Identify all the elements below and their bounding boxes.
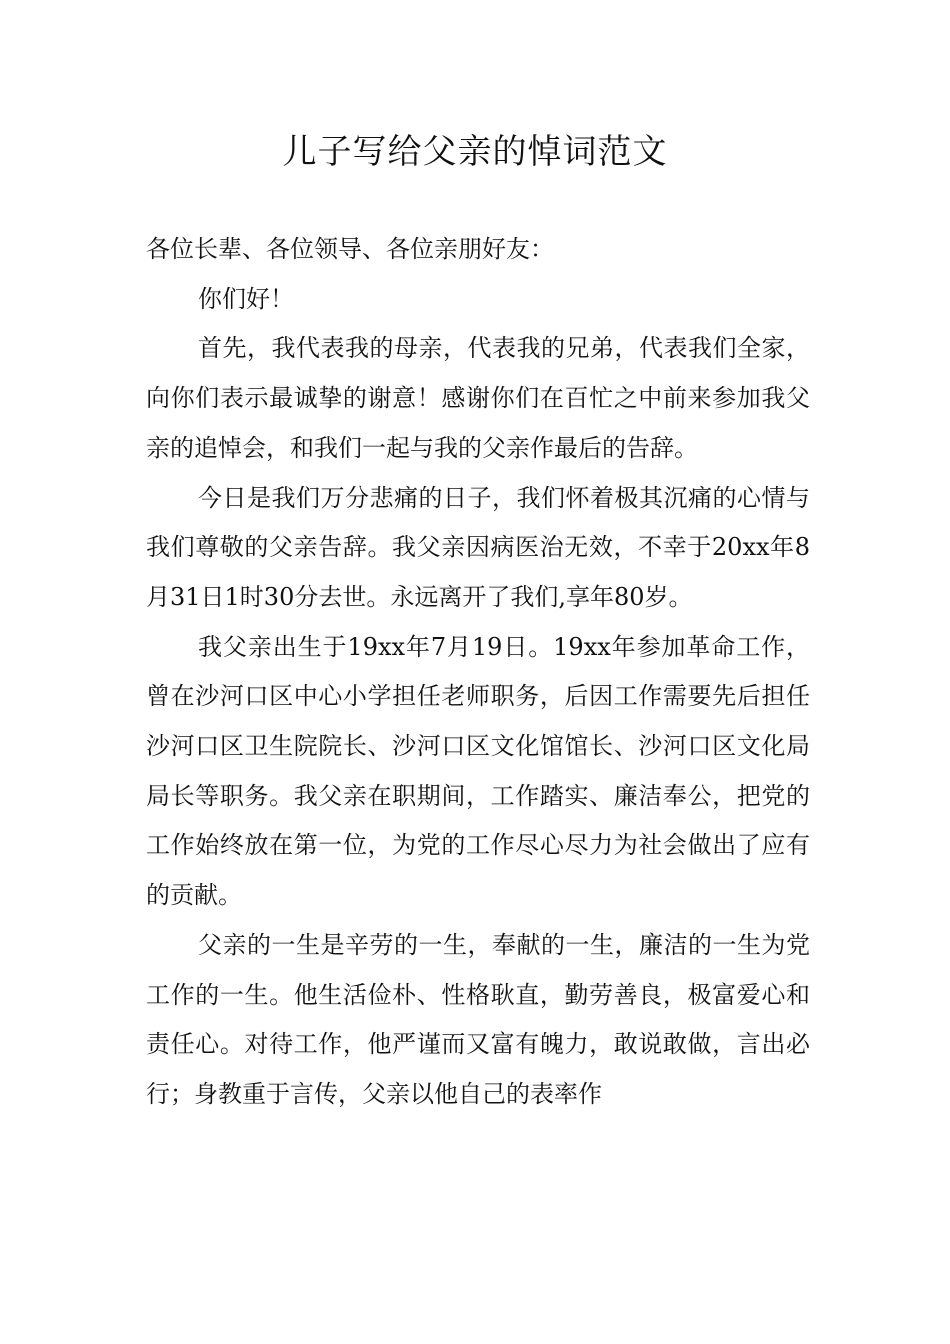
paragraph-greeting: 你们好！ (198, 284, 294, 313)
paragraph-passing: 今日是我们万分悲痛的日子，我们怀着极其沉痛的心情与我们尊敬的父亲告辞。我父亲因病医治无效，不幸于20xx年8月31日1时30分去世。永远离开了我们,享年80岁。 (146, 483, 810, 611)
document-body (146, 225, 810, 1120)
paragraph-thanks: 首先，我代表我的母亲，代表我的兄弟，代表我们全家，向你们表示最诚挚的谢意！感谢你们在百忙之中前来参加我父亲的追悼会，和我们一起与我的父亲作最后的告辞。 (146, 334, 810, 462)
salutation: 各位长辈、各位领导、各位亲朋好友： (146, 235, 554, 263)
paragraph-career: 我父亲出生于19xx年7月19日。19xx年参加革命工作，曾在沙河口区中心小学担任老师职务，后因工作需要先后担任沙河口区卫生院院长、沙河口区文化馆馆长、沙河口区文化局局长等职务。我父亲在职期间，工作踏实、廉洁奉公，把党的工作始终放在第一位，为党的工作尽心尽力为社会做出了应有的贡献。 (146, 632, 810, 910)
paragraph-character: 父亲的一生是辛劳的一生，奉献的一生，廉洁的一生为党工作的一生。他生活俭朴、性格耿直，勤劳善良，极富爱心和责任心。对待工作，他严谨而又富有魄力，敢说敢做，言出必行；身教重于言传，父亲以他自己的表率作 (146, 930, 810, 1108)
document-title: 儿子写给父亲的悼词范文 (282, 132, 668, 172)
